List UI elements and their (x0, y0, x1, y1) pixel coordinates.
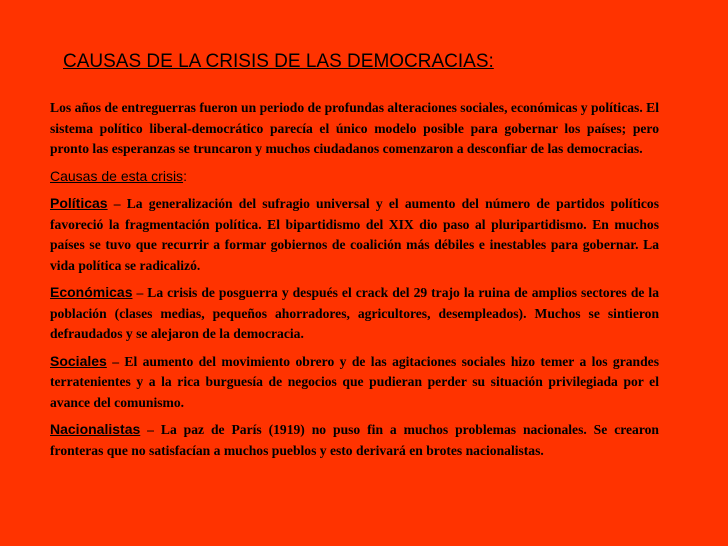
cause-sociales (50, 351, 659, 414)
cause-text-sociales: – El aumento del movimiento obrero y de las agitaciones sociales hizo temer a los grandes terratenientes y a la rica burguesía de negocios que pudieran perder su situación privilegiada por el avance del comunismo. (50, 353, 659, 410)
cause-text-politicas: – La generalización del sufragio universal y el aumento del número de partidos políticos favoreció la fragmentación política. El bipartidismo del XIX dio paso al pluripartidismo. En muchos países se tuvo que recurrir a formar gobiernos de coalición más débiles e inestables para gobernar. La vida política se radicalizó. (50, 196, 659, 273)
cause-text-nacionalistas: – La paz de París (1919) no puso fin a muchos problemas nacionales. Se crearon fronteras que no satisfacían a muchos pueblos y esto derivará en brotes nacionalistas. (50, 422, 659, 458)
cause-label-nacionalistas: Nacionalistas (50, 421, 141, 437)
intro-paragraph: Los años de entreguerras fueron un periodo de profundas alteraciones sociales, económicas y políticas. El sistema político liberal-democrático parecía el único modelo posible para gobernar los países; pero pronto las esperanzas se truncaron y muchos ciudadanos comenzaron a desconfiar de las democracias. (50, 100, 659, 156)
cause-label-sociales: Sociales (50, 352, 107, 369)
cause-label-politicas: Políticas (50, 195, 108, 211)
slide-title: CAUSAS DE LA CRISIS DE LAS DEMOCRACIAS: (63, 51, 494, 72)
cause-text-economicas: – La crisis de posguerra y después el crack del 29 trajo la ruina de amplios sectores de la población (clases medias, pequeños ahorradores, agricultores, desempleados). Muchos se sintieron defraudados y se alejaron de la democracia. (50, 285, 659, 341)
causes-heading-paragraph (50, 166, 659, 188)
causes-heading-colon: : (183, 167, 187, 184)
cause-economicas (50, 282, 659, 345)
cause-nacionalistas (50, 419, 659, 461)
cause-label-economicas: Económicas (50, 284, 133, 300)
causes-heading: Causas de esta crisis (50, 167, 184, 184)
cause-politicas (50, 193, 659, 276)
slide-body (50, 98, 659, 461)
